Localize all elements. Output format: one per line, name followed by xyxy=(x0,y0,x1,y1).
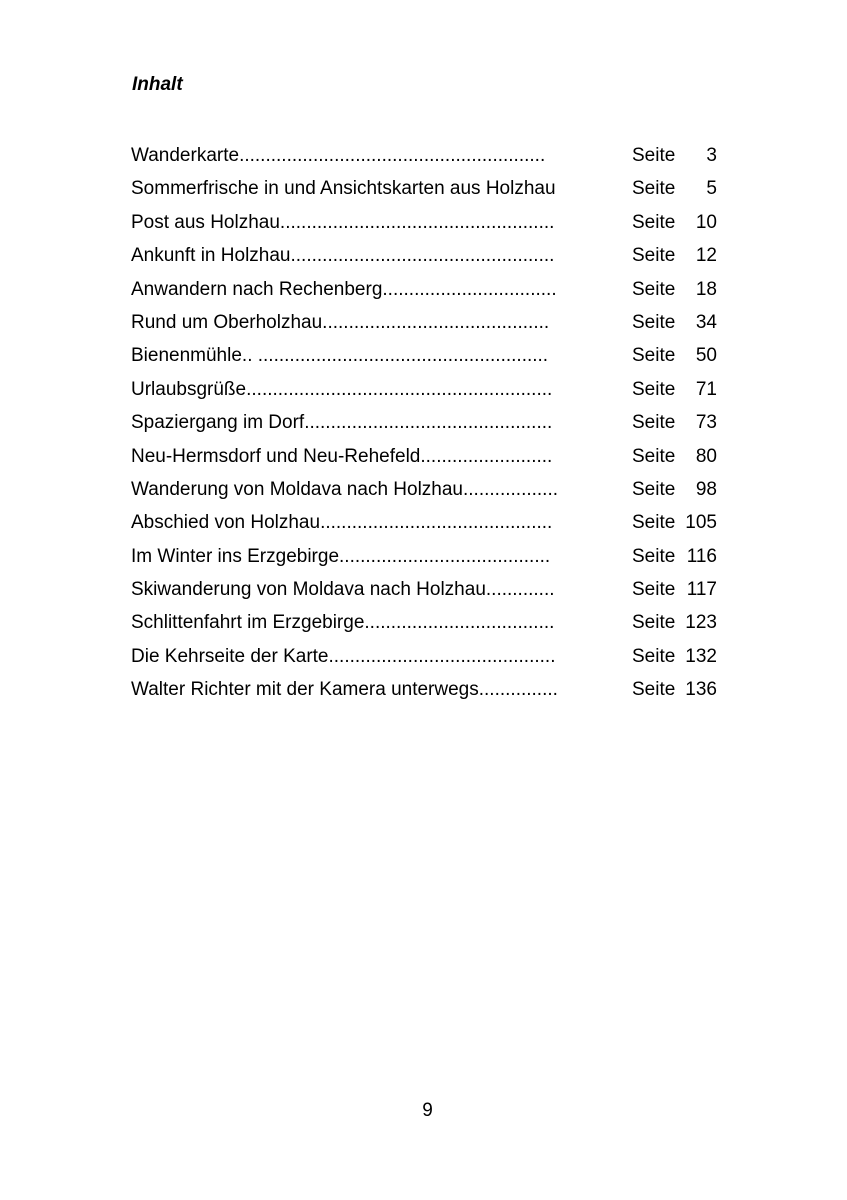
toc-entry-seite-label: Seite xyxy=(632,145,676,166)
toc-entry-page-number: 132 xyxy=(685,645,717,667)
toc-entry xyxy=(131,376,721,409)
toc-entry-seite-label: Seite xyxy=(632,211,676,233)
toc-entry-title: Rund um Oberholzhau........................................... xyxy=(131,311,550,333)
toc-entry-seite-label: Seite xyxy=(632,412,676,434)
toc-entry xyxy=(131,175,721,208)
toc-entry-page-number: 50 xyxy=(695,345,717,367)
toc-entry-page-number: 10 xyxy=(695,211,717,233)
toc-entry xyxy=(131,276,721,309)
toc-entry-title: Im Winter ins Erzgebirge........................................ xyxy=(131,545,551,567)
toc-entry xyxy=(131,209,721,242)
toc-entry-seite-label: Seite xyxy=(632,545,676,567)
toc-entry-page-number: 105 xyxy=(685,512,717,534)
toc-entry-title: Ankunft in Holzhau.................................................. xyxy=(131,245,555,267)
toc-entry-page-number: 123 xyxy=(685,612,717,634)
table-of-contents xyxy=(131,142,721,710)
toc-entry xyxy=(131,609,721,642)
toc-entry-title: Abschied von Holzhau............................................ xyxy=(131,512,553,534)
toc-entry-title: Neu-Hermsdorf und Neu-Rehefeld......................... xyxy=(131,445,553,467)
toc-entry-page-number: 34 xyxy=(695,311,717,333)
toc-entry-page-number: 18 xyxy=(695,278,717,300)
toc-entry-title: Anwandern nach Rechenberg................................. xyxy=(131,278,557,300)
toc-entry xyxy=(131,476,721,509)
toc-entry-seite-label: Seite xyxy=(632,679,676,701)
toc-entry-seite-label: Seite xyxy=(632,311,676,333)
toc-entry xyxy=(131,576,721,609)
toc-entry-title: Urlaubsgrüße.......................................................... xyxy=(131,378,553,400)
toc-entry-title: Wanderkarte.......................................................... xyxy=(131,145,546,166)
page-number: 9 xyxy=(422,1100,433,1121)
toc-entry-seite-label: Seite xyxy=(632,612,676,634)
toc-entry-title: Wanderung von Moldava nach Holzhau.................. xyxy=(131,478,559,500)
toc-entry-page-number: 71 xyxy=(695,378,717,400)
toc-entry-title: Skiwanderung von Moldava nach Holzhau............. xyxy=(131,579,555,601)
toc-entry xyxy=(131,543,721,576)
toc-entry xyxy=(131,142,721,175)
toc-entry-seite-label: Seite xyxy=(632,178,676,200)
toc-heading: Inhalt xyxy=(132,74,183,95)
toc-entry xyxy=(131,242,721,275)
toc-entry-seite-label: Seite xyxy=(632,245,676,267)
toc-entry-seite-label: Seite xyxy=(632,579,676,601)
toc-entry-seite-label: Seite xyxy=(632,512,676,534)
toc-entry-title: Post aus Holzhau.................................................... xyxy=(131,211,555,233)
toc-entry xyxy=(131,509,721,542)
toc-entry-page-number: 73 xyxy=(695,412,717,434)
toc-entry-title: Spaziergang im Dorf............................................... xyxy=(131,412,553,434)
toc-entry-title: Sommerfrische in und Ansichtskarten aus Holzhau xyxy=(131,178,556,200)
toc-entry-page-number: 117 xyxy=(686,579,717,601)
toc-entry-title: Bienenmühle.. ....................................................... xyxy=(131,345,549,367)
toc-entry-page-number: 5 xyxy=(706,178,717,200)
toc-entry-page-number: 80 xyxy=(695,445,717,467)
toc-entry-page-number: 12 xyxy=(695,245,717,267)
toc-entry xyxy=(131,409,721,442)
toc-entry-seite-label: Seite xyxy=(632,645,676,667)
toc-entry-page-number: 136 xyxy=(685,679,717,701)
toc-entry-page-number: 3 xyxy=(706,145,717,166)
toc-entry-title: Die Kehrseite der Karte........................................... xyxy=(131,645,556,667)
toc-entry-title: Schlittenfahrt im Erzgebirge.................................... xyxy=(131,612,555,634)
toc-entry-seite-label: Seite xyxy=(632,278,676,300)
toc-entry xyxy=(131,309,721,342)
toc-entry xyxy=(131,643,721,676)
toc-entry-seite-label: Seite xyxy=(632,478,676,500)
toc-entry-seite-label: Seite xyxy=(632,378,676,400)
toc-entry-title: Walter Richter mit der Kamera unterwegs............... xyxy=(131,679,558,701)
toc-entry xyxy=(131,342,721,375)
toc-entry-page-number: 98 xyxy=(695,478,717,500)
toc-entry-seite-label: Seite xyxy=(632,445,676,467)
toc-entry-seite-label: Seite xyxy=(632,345,676,367)
toc-entry-page-number: 116 xyxy=(686,545,717,567)
toc-entry xyxy=(131,676,721,709)
toc-entry xyxy=(131,443,721,476)
